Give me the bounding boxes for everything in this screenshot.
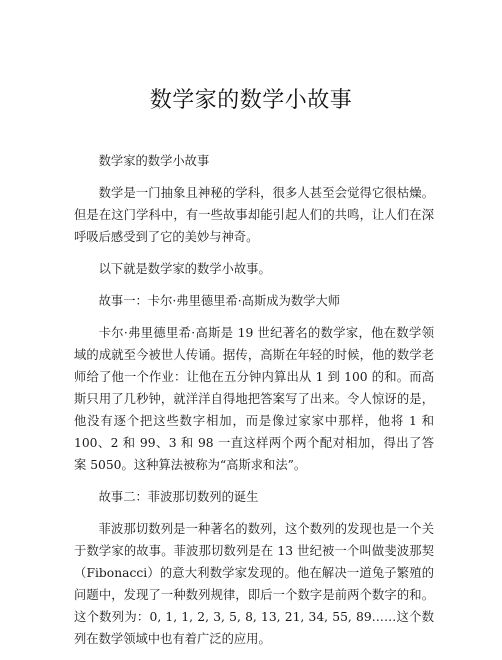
story-one-paragraph: 卡尔·弗里德里希·高斯是 19 世纪著名的数学家，他在数学领域的成就至今被世人传诵。据传，高斯在年轻的时候，他的数学老师给了他一个作业：让他在五分钟内算出从 1 到 100 的和。而高斯只用了几秒钟，就洋洋自得地把答案写了出来。令人惊讶的是，他没有逐个把这些数字相加，而是像过家家中那样，他将 1 和 100、2 和 99、3 和 98 一直这样两个两个配对相加，得出了答案 5050。这种算法被称为“高斯求和法”。 bbox=[74, 326, 434, 472]
subtitle-paragraph: 数学家的数学小故事 bbox=[98, 154, 210, 168]
story-two-paragraph: 菲波那切数列是一种著名的数列，这个数列的发现也是一个关于数学家的故事。菲波那切数列是在 13 世纪被一个叫做斐波那契（Fibonacci）的意大利数学家发现的。他在解决一道兔子繁殖的问题中，发现了一种数列规律，即后一个数字是前两个数字的和。这个数列为：0, 1, 1, 2, 3, 5, 8, 13, 21, 34, 55, 89……这个数列在数学领域中也有着广泛的应用。 bbox=[74, 522, 434, 646]
intro-paragraph: 数学是一门抽象且神秘的学科，很多人甚至会觉得它很枯燥。但是在这门学科中，有一些故事却能引起人们的共鸣，让人们在深呼吸后感受到了它的美妙与神奇。 bbox=[74, 186, 434, 244]
story-one-heading: 故事一：卡尔·弗里德里希·高斯成为数学大师 bbox=[98, 294, 341, 308]
document-body bbox=[74, 150, 434, 660]
lead-in-paragraph: 以下就是数学家的数学小故事。 bbox=[98, 262, 271, 276]
story-two-heading: 故事二：菲波那切数列的诞生 bbox=[98, 490, 259, 504]
document-title: 数学家的数学小故事 bbox=[149, 88, 353, 113]
